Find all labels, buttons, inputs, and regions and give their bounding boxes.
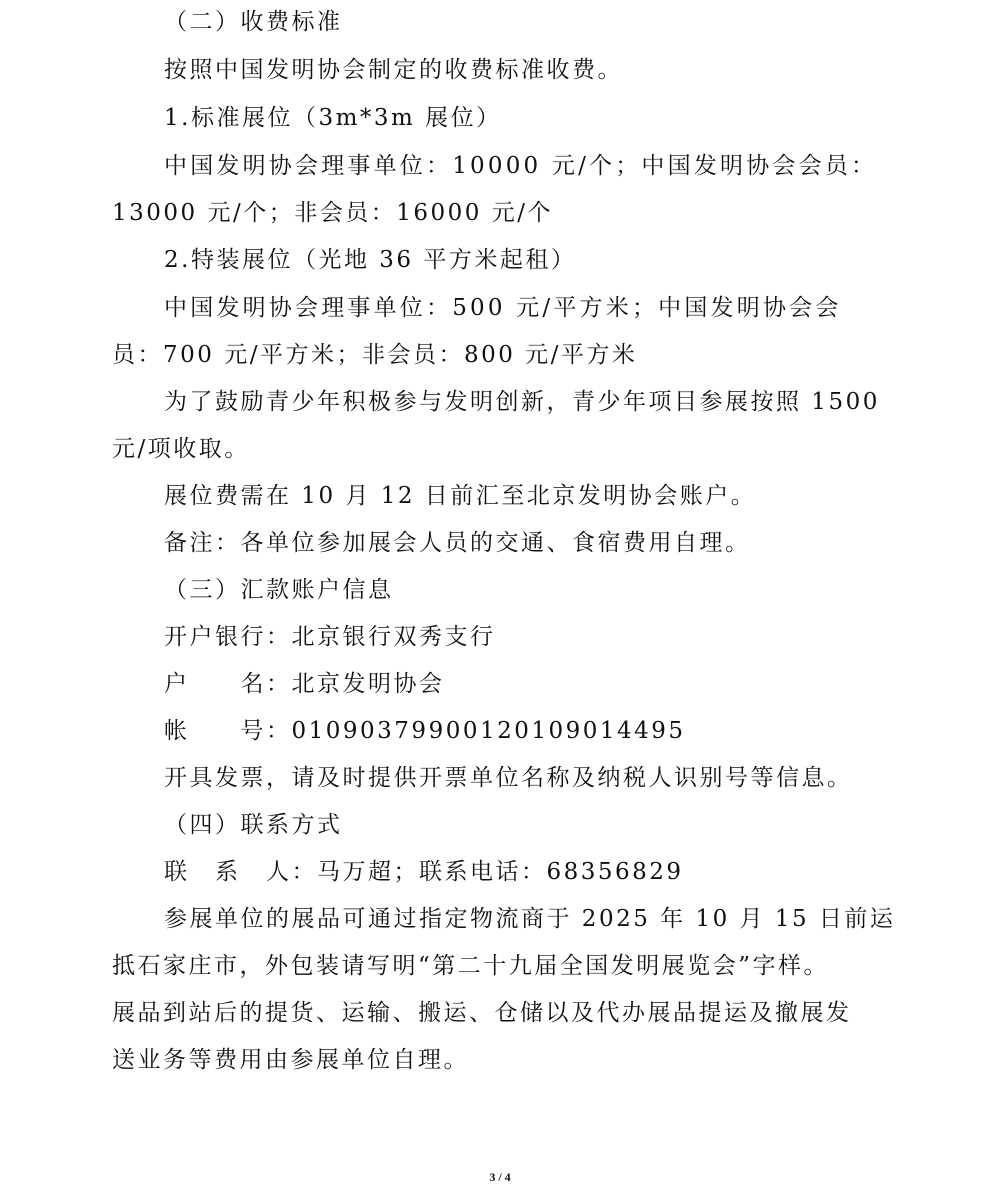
paragraph-standard-prices-1: 中国发明协会理事单位：10000 元/个；中国发明协会会员： <box>164 153 878 179</box>
paragraph-youth-fee-2: 元/项收取。 <box>112 436 250 462</box>
paragraph-special-prices-2: 员：700 元/平方米；非会员：800 元/平方米 <box>112 342 638 368</box>
paragraph-special-prices-1: 中国发明协会理事单位：500 元/平方米；中国发明协会会 <box>164 295 842 321</box>
page-number: 3 / 4 <box>489 1170 511 1184</box>
paragraph-invoice: 开具发票，请及时提供开票单位名称及纳税人识别号等信息。 <box>164 765 853 791</box>
paragraph-shipping-4: 送业务等费用由参展单位自理。 <box>112 1047 469 1073</box>
account-bank: 开户银行：北京银行双秀支行 <box>164 624 496 650</box>
paragraph-shipping-3: 展品到站后的提货、运输、搬运、仓储以及代办展品提运及撤展发 <box>112 1000 852 1026</box>
paragraph-youth-fee-1: 为了鼓励青少年积极参与发明创新，青少年项目参展按照 1500 <box>164 389 880 415</box>
account-name: 户 名：北京发明协会 <box>164 671 445 697</box>
paragraph-remarks: 备注：各单位参加展会人员的交通、食宿费用自理。 <box>164 530 751 556</box>
section-heading-account: （三）汇款账户信息 <box>164 577 394 603</box>
paragraph-shipping-2: 抵石家庄市，外包装请写明“第二十九届全国发明展览会”字样。 <box>112 953 830 979</box>
item-standard-booth: 1.标准展位（3m*3m 展位） <box>164 105 502 131</box>
section-heading-fees: （二）收费标准 <box>164 9 343 35</box>
section-heading-contact: （四）联系方式 <box>164 812 343 838</box>
item-special-booth: 2.特装展位（光地 36 平方米起租） <box>164 247 577 273</box>
paragraph-shipping-1: 参展单位的展品可通过指定物流商于 2025 年 10 月 15 日前运 <box>164 906 896 932</box>
contact-info: 联 系 人：马万超；联系电话：68356829 <box>164 859 684 885</box>
paragraph-fee-basis: 按照中国发明协会制定的收费标准收费。 <box>164 57 623 83</box>
account-number: 帐 号：01090379900120109014495 <box>164 718 686 744</box>
paragraph-payment-deadline: 展位费需在 10 月 12 日前汇至北京发明协会账户。 <box>164 483 757 509</box>
paragraph-standard-prices-2: 13000 元/个；非会员：16000 元/个 <box>112 200 553 226</box>
